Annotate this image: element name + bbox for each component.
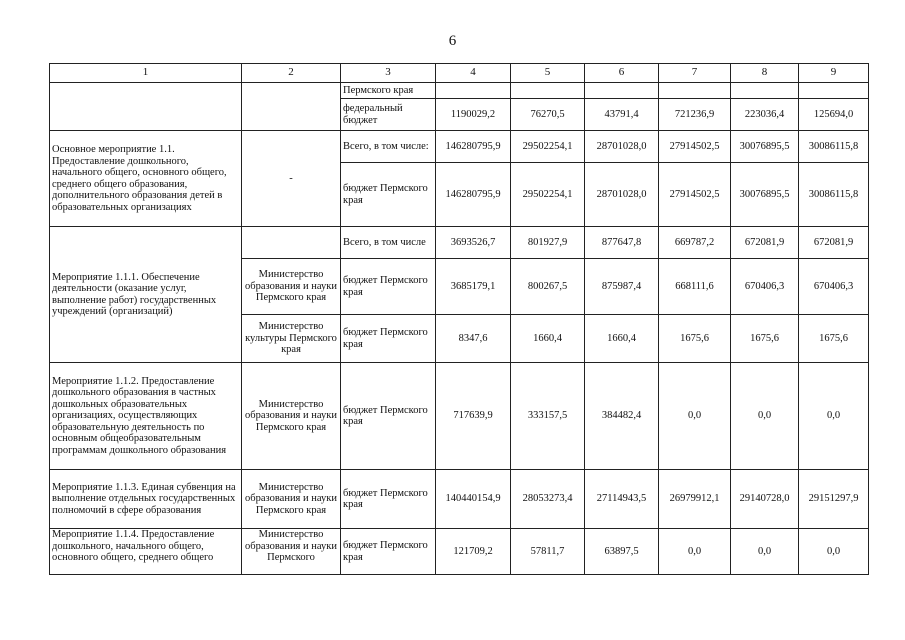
- header-cell: 8: [731, 64, 799, 83]
- header-row: [50, 64, 869, 83]
- name-cell: Основное мероприятие 1.1. Предоставление дошкольного, начального общего, основного общего, среднего общего образования, дополнительного образования детей в образовательных организациях: [50, 131, 242, 227]
- value-cell: 1190029,2: [436, 99, 511, 131]
- executor-cell: Министерство образования и науки Пермского: [242, 529, 341, 575]
- header-cell: 7: [659, 64, 731, 83]
- value-cell: 26979912,1: [659, 470, 731, 529]
- value-cell: 668111,6: [659, 259, 731, 315]
- value-cell: 29502254,1: [511, 131, 585, 163]
- value-cell: 28701028,0: [585, 131, 659, 163]
- table-row: [50, 363, 869, 470]
- value-cell: 0,0: [731, 529, 799, 575]
- value-cell: 670406,3: [731, 259, 799, 315]
- value-cell: 1660,4: [511, 315, 585, 363]
- header-cell: 2: [242, 64, 341, 83]
- executor-cell: Министерство образования и науки Пермского края: [242, 363, 341, 470]
- value-cell: 0,0: [731, 363, 799, 470]
- value-cell: 76270,5: [511, 99, 585, 131]
- value-cell: 384482,4: [585, 363, 659, 470]
- value-cell: 223036,4: [731, 99, 799, 131]
- name-cell: [50, 83, 242, 131]
- header-cell: 4: [436, 64, 511, 83]
- table-row: [50, 470, 869, 529]
- value-cell: 800267,5: [511, 259, 585, 315]
- page-number: 6: [448, 33, 457, 49]
- value-cell: 670406,3: [799, 259, 869, 315]
- value-cell: 0,0: [799, 363, 869, 470]
- value-cell: 0,0: [799, 529, 869, 575]
- value-cell: 877647,8: [585, 227, 659, 259]
- executor-cell: [242, 83, 341, 131]
- value-cell: 1675,6: [659, 315, 731, 363]
- header-cell: 5: [511, 64, 585, 83]
- executor-cell: Министерство культуры Пермского края: [242, 315, 341, 363]
- header-cell: 1: [50, 64, 242, 83]
- value-cell: 146280795,9: [436, 131, 511, 163]
- value-cell: 30086115,8: [799, 163, 869, 227]
- value-cell: 27914502,5: [659, 163, 731, 227]
- header-cell: 6: [585, 64, 659, 83]
- value-cell: 29151297,9: [799, 470, 869, 529]
- value-cell: 669787,2: [659, 227, 731, 259]
- value-cell: 63897,5: [585, 529, 659, 575]
- value-cell: 1675,6: [731, 315, 799, 363]
- executor-cell: -: [242, 131, 341, 227]
- source-cell: бюджет Пермского края: [341, 163, 436, 227]
- value-cell: 3685179,1: [436, 259, 511, 315]
- source-cell: бюджет Пермского края: [341, 529, 436, 575]
- executor-cell: [242, 227, 341, 259]
- table-row: [50, 529, 869, 575]
- budget-table: [49, 63, 869, 575]
- value-cell: 875987,4: [585, 259, 659, 315]
- value-cell: 146280795,9: [436, 163, 511, 227]
- source-cell: бюджет Пермского края: [341, 470, 436, 529]
- value-cell: 57811,7: [511, 529, 585, 575]
- value-cell: 8347,6: [436, 315, 511, 363]
- value-cell: 0,0: [659, 363, 731, 470]
- name-cell: Мероприятие 1.1.4. Предоставление дошкольного, начального общего, основного общего, среднего общего: [50, 529, 242, 575]
- value-cell: 30086115,8: [799, 131, 869, 163]
- source-cell: Всего, в том числе:: [341, 131, 436, 163]
- value-cell: 125694,0: [799, 99, 869, 131]
- value-cell: 721236,9: [659, 99, 731, 131]
- executor-cell: Министерство образования и науки Пермского края: [242, 470, 341, 529]
- value-cell: 30076895,5: [731, 163, 799, 227]
- table-row: [50, 131, 869, 163]
- name-cell: Мероприятие 1.1.1. Обеспечение деятельности (оказание услуг, выполнение работ) государственных учреждений (организаций): [50, 227, 242, 363]
- name-cell: Мероприятие 1.1.2. Предоставление дошкольного образования в частных дошкольных образовательных организациях, осуществляющих образовательную деятельность по основным общеобразовательным программам дошкольного образования: [50, 363, 242, 470]
- value-cell: 717639,9: [436, 363, 511, 470]
- header-cell: 9: [799, 64, 869, 83]
- source-cell: бюджет Пермского края: [341, 315, 436, 363]
- value-cell: 121709,2: [436, 529, 511, 575]
- value-cell: 43791,4: [585, 99, 659, 131]
- table-row: [50, 227, 869, 259]
- value-cell: 801927,9: [511, 227, 585, 259]
- value-cell: 672081,9: [799, 227, 869, 259]
- source-cell: бюджет Пермского края: [341, 259, 436, 315]
- value-cell: 333157,5: [511, 363, 585, 470]
- value-cell: 672081,9: [731, 227, 799, 259]
- value-cell: 1675,6: [799, 315, 869, 363]
- value-cell: 27914502,5: [659, 131, 731, 163]
- table-row: [50, 83, 869, 99]
- value-cell: 29502254,1: [511, 163, 585, 227]
- value-cell: 1660,4: [585, 315, 659, 363]
- name-cell: Мероприятие 1.1.3. Единая субвенция на выполнение отдельных государственных полномочий в сфере образования: [50, 470, 242, 529]
- header-cell: 3: [341, 64, 436, 83]
- value-cell: 30076895,5: [731, 131, 799, 163]
- value-cell: 28701028,0: [585, 163, 659, 227]
- value-cell: 0,0: [659, 529, 731, 575]
- value-cell: 28053273,4: [511, 470, 585, 529]
- value-cell: 3693526,7: [436, 227, 511, 259]
- value-cell: 27114943,5: [585, 470, 659, 529]
- source-cell: бюджет Пермского края: [341, 363, 436, 470]
- value-cell: 140440154,9: [436, 470, 511, 529]
- source-cell: Пермского края: [341, 83, 436, 99]
- source-cell: Всего, в том числе: [341, 227, 436, 259]
- source-cell: федеральный бюджет: [341, 99, 436, 131]
- executor-cell: Министерство образования и науки Пермского края: [242, 259, 341, 315]
- value-cell: 29140728,0: [731, 470, 799, 529]
